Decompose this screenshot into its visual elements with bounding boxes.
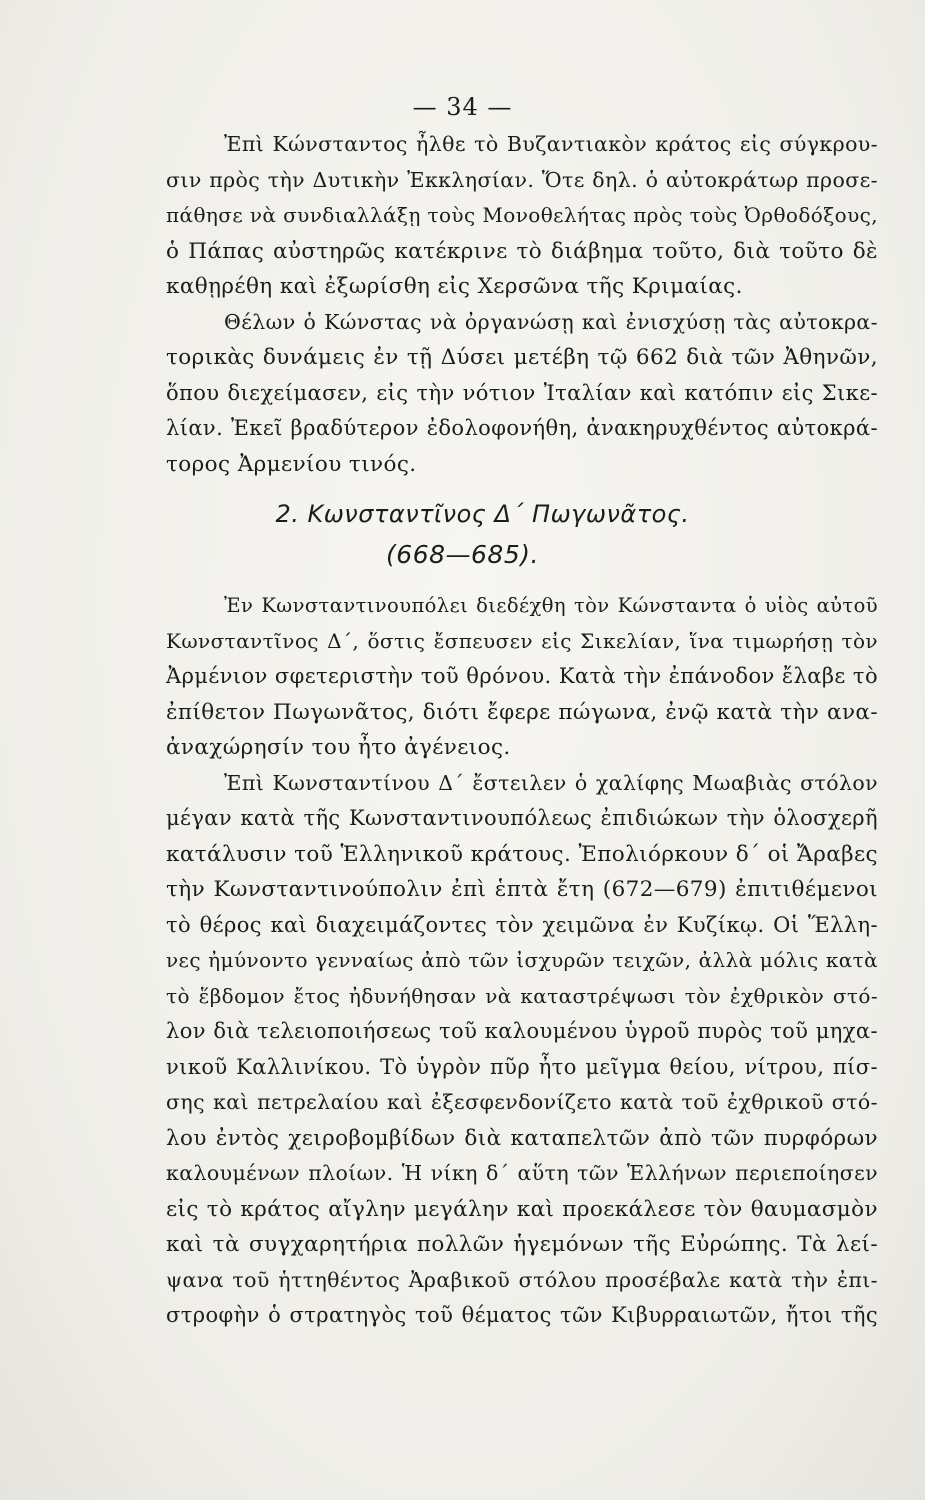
text-line: πάθησε νὰ συνδιαλλάξῃ τοὺς Μονοθελήτας πρὸς τοὺς Ὀρθοδόξους, — [166, 203, 878, 227]
text-line: Κωνσταντῖνος Δ΄, ὅστις ἔσπευσεν εἰς Σικελίαν, ἵνα τιμωρήσῃ τὸν — [166, 628, 878, 653]
text-line: καθῃρέθη καὶ ἐξωρίσθη εἰς Χερσῶνα τῆς Κριμαίας. — [166, 274, 743, 299]
text-line: ὅπου διεχείμασεν, εἰς τὴν νότιον Ἰταλίαν καὶ κατόπιν εἰς Σικε- — [166, 380, 878, 405]
text-line: Ἐπὶ Κωνσταντίνου Δ΄ ἔστειλεν ὁ χαλίφης Μωαβιὰς στόλον — [224, 770, 878, 795]
page-number: — 34 — — [412, 93, 513, 121]
text-line: τὴν Κωνσταντινούπολιν ἐπὶ ἑπτὰ ἔτη (672—679) ἐπιτιθέμενοι — [166, 877, 878, 902]
text-line: σιν πρὸς τὴν Δυτικὴν Ἐκκλησίαν. Ὅτε δηλ. ὁ αὐτοκράτωρ προσε- — [166, 167, 878, 192]
text-line: κατάλυσιν τοῦ Ἑλληνικοῦ κράτους. Ἐπολιόρκουν δ΄ οἱ Ἄραβες — [166, 841, 878, 867]
text-line: λον διὰ τελειοποιήσεως τοῦ καλουμένου ὑγροῦ πυρὸς τοῦ μηχα- — [166, 1019, 878, 1043]
text-line: ἐπίθετον Πωγωνᾶτος, διότι ἔφερε πώγωνα, ἐνῷ κατὰ τὴν ανα- — [166, 699, 878, 725]
section-heading: 2. Κωνσταντῖνος Δ΄ Πωγωνᾶτος. — [275, 500, 690, 528]
text-line: Ἀρμένιον σφετεριστὴν τοῦ θρόνου. Κατὰ τὴν ἐπάνοδον ἔλαβε τὸ — [166, 664, 878, 688]
text-line: ὁ Πάπας αὐστηρῶς κατέκρινε τὸ διάβημα τοῦτο, διὰ τοῦτο δὲ — [166, 238, 878, 264]
text-line: ψανα τοῦ ἡττηθέντος Ἀραβικοῦ στόλου προσέβαλε κατὰ τὴν ἐπι- — [166, 1267, 878, 1292]
paragraph-constans-section — [166, 127, 878, 482]
text-line: λίαν. Ἐκεῖ βραδύτερον ἐδολοφονήθη, ἀνακηρυχθέντος αὐτοκρά- — [166, 416, 878, 440]
text-line: Θέλων ὁ Κώνστας νὰ ὀργανώσῃ καὶ ἐνισχύσῃ τὰς αὐτοκρα- — [224, 309, 878, 334]
paragraph-constantine-iv-section — [166, 588, 878, 1334]
text-line: νικοῦ Καλλινίκου. Τὸ ὑγρὸν πῦρ ἦτο μεῖγμα θείου, νίτρου, πίσ- — [166, 1054, 878, 1079]
text-line: Ἐπὶ Κώνσταντος ἦλθε τὸ Βυζαντιακὸν κράτος εἰς σύγκρου- — [224, 132, 878, 156]
text-line: νες ἠμύνοντο γενναίως ἀπὸ τῶν ἰσχυρῶν τειχῶν, ἀλλὰ μόλις κατὰ — [166, 948, 878, 972]
text-line: στροφὴν ὁ στρατηγὸς τοῦ θέματος τῶν Κιβυρραιωτῶν, ἤτοι τῆς — [166, 1303, 878, 1327]
text-line: καλουμένων πλοίων. Ἡ νίκη δ΄ αὕτη τῶν Ἑλλήνων περιεποίησεν — [166, 1161, 878, 1185]
text-line: εἰς τὸ κράτος αἴγλην μεγάλην καὶ προεκάλεσε τὸν θαυμασμὸν — [166, 1196, 878, 1222]
text-line: σης καὶ πετρελαίου καὶ ἐξεσφενδονίζετο κατὰ τοῦ ἐχθρικοῦ στό- — [166, 1090, 878, 1114]
text-line: τορος Ἀρμενίου τινός. — [166, 451, 417, 477]
text-line: τὸ θέρος καὶ διαχειμάζοντες τὸν χειμῶνα ἐν Κυζίκῳ. Οἱ Ἕλλη- — [166, 912, 878, 937]
text-line: τὸ ἕβδομον ἔτος ἠδυνήθησαν νὰ καταστρέψωσι τὸν ἐχθρικὸν στό- — [166, 983, 878, 1008]
text-line: μέγαν κατὰ τῆς Κωνσταντινουπόλεως ἐπιδιώκων τὴν ὁλοσχερῆ — [166, 806, 878, 830]
text-line: ἀναχώρησίν του ἦτο ἀγένειος. — [166, 735, 511, 760]
text-line: τορικὰς δυνάμεις ἐν τῇ Δύσει μετέβη τῷ 662 διὰ τῶν Ἀθηνῶν, — [166, 345, 878, 370]
text-line: λου ἐντὸς χειροβομβίδων διὰ καταπελτῶν ἀπὸ τῶν πυρφόρων — [166, 1125, 878, 1151]
text-line: Ἐν Κωνσταντινουπόλει διεδέχθη τὸν Κώνσταντα ὁ υἱὸς αὐτοῦ — [224, 594, 878, 617]
section-dates: (668—685). — [386, 540, 539, 569]
text-line: καὶ τὰ συγχαρητήρια πολλῶν ἡγεμόνων τῆς Εὐρώπης. Τὰ λεί- — [166, 1232, 878, 1257]
